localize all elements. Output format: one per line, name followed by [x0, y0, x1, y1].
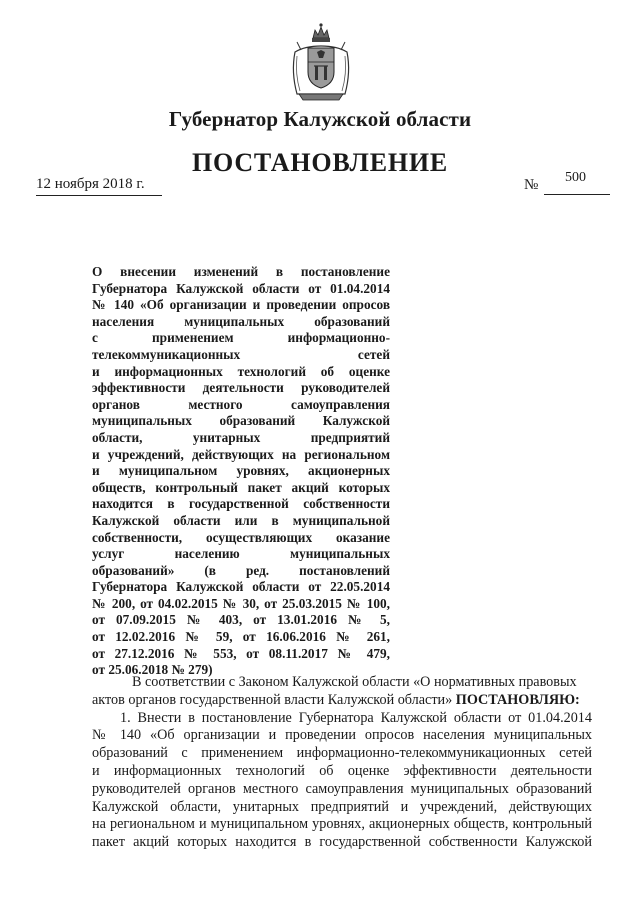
title-line: Губернатора Калужской области от 22.05.2014 [92, 579, 390, 595]
title-line: обществ, контрольный пакет акций которых [92, 479, 390, 495]
clause-line: Калужской области, унитарных предприятий и учреждений, действующих [92, 798, 592, 815]
resolution-title [92, 264, 390, 679]
title-line: телекоммуникационных сетей [92, 346, 390, 362]
title-line: с применением информационно- [92, 330, 390, 346]
date-underline [36, 195, 162, 196]
number-underline [544, 194, 610, 195]
resolve-keyword: ПОСТАНОВЛЯЮ: [455, 691, 580, 708]
title-line: услуг населению муниципальных [92, 546, 390, 562]
clause-line: образований с применением информационно-телекоммуникационных сетей [92, 745, 592, 762]
title-line: Губернатора Калужской области от 01.04.2014 [92, 280, 390, 296]
title-line: населения муниципальных образований [92, 313, 390, 329]
title-line: Калужской области или в муниципальной [92, 512, 390, 528]
title-line: от 25.06.2018 № 279) [92, 662, 213, 678]
title-line: органов местного самоуправления [92, 396, 390, 412]
preamble-text: актов органов государственной власти Калужской области» [92, 691, 456, 708]
clause-line: руководителей органов местного самоуправления муниципальных образований [92, 780, 592, 797]
clause-line: и информационных технологий об оценке эффективности деятельности [92, 762, 592, 779]
clause-line: пакет акций которых находится в государственной собственности Калужской [92, 834, 592, 851]
title-line: от 12.02.2016 № 59, от 16.06.2016 № 261, [92, 629, 390, 645]
title-line: О внесении изменений в постановление [92, 264, 390, 279]
document-number-label: № [524, 177, 539, 193]
clause-line: на региональном и муниципальном уровнях, акционерных обществ, контрольный [92, 816, 592, 833]
clause-line: 1. Внести в постановление Губернатора Калужской области от 01.04.2014 [120, 709, 592, 726]
document-date: 12 ноября 2018 г. [36, 176, 145, 192]
title-line: № 200, от 04.02.2015 № 30, от 25.03.2015 № 100, [92, 595, 390, 611]
title-line: и учреждений, действующих на региональном [92, 446, 390, 462]
preamble-line [92, 692, 592, 710]
title-line: собственности, осуществляющих оказание [92, 529, 390, 545]
preamble-line: В соответствии с Законом Калужской области «О нормативных правовых [132, 674, 577, 690]
title-line: от 27.12.2016 № 553, от 08.11.2017 № 479, [92, 645, 390, 661]
issuer-heading: Губернатор Калужской области [168, 107, 472, 131]
title-line: эффективности деятельности руководителей [92, 380, 390, 396]
title-line: от 07.09.2015 № 403, от 13.01.2016 № 5, [92, 612, 390, 628]
clause-line: № 140 «Об организации и проведении опросов населения муниципальных [92, 727, 592, 744]
resolution-body [92, 674, 592, 852]
title-line: и информационных технологий об оценке [92, 363, 390, 379]
title-line: находится в государственной собственности [92, 496, 390, 512]
title-line: № 140 «Об организации и проведении опросов [92, 297, 390, 313]
title-line: муниципальных образований Калужской [92, 413, 390, 429]
document-type-heading: ПОСТАНОВЛЕНИЕ [191, 148, 449, 177]
document-number: 500 [565, 170, 586, 185]
title-line: и муниципальном уровнях, акционерных [92, 463, 390, 479]
title-line: области, унитарных предприятий [92, 429, 390, 445]
title-line: образований» (в ред. постановлений [92, 562, 390, 578]
coat-of-arms-emblem [287, 22, 355, 104]
